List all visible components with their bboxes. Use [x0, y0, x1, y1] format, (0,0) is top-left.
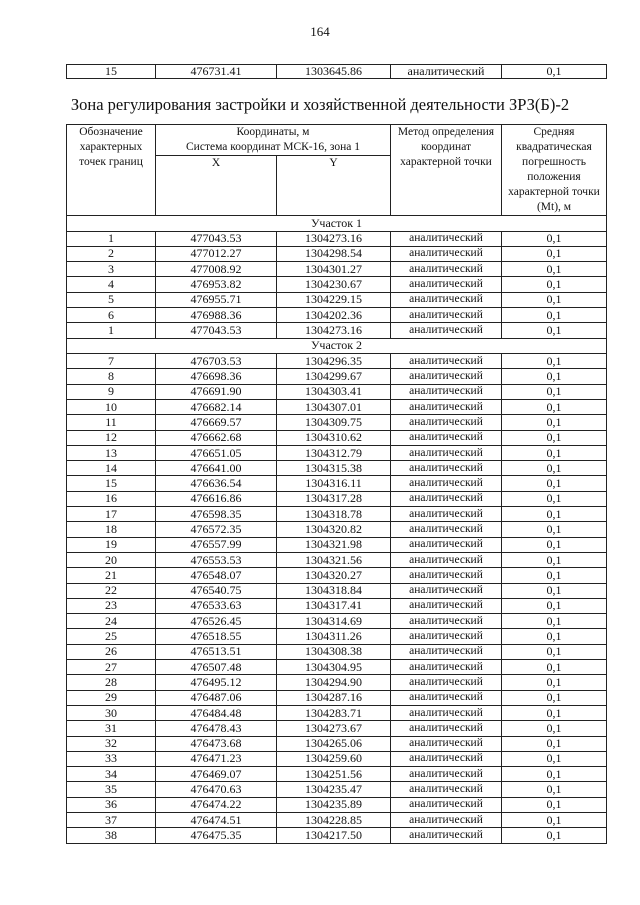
y-cell: 1304318.78: [277, 507, 391, 522]
table-row: [67, 614, 607, 629]
point-cell: 22: [67, 583, 156, 598]
y-cell: 1304265.06: [277, 736, 391, 751]
accuracy-cell: 0,1: [502, 705, 607, 720]
x-cell: 476553.53: [156, 552, 277, 567]
y-cell: 1303645.86: [277, 65, 391, 79]
accuracy-cell: 0,1: [502, 292, 607, 307]
point-cell: 10: [67, 399, 156, 414]
table-row: [67, 476, 607, 491]
table-row: [67, 507, 607, 522]
accuracy-cell: 0,1: [502, 828, 607, 843]
x-cell: 476598.35: [156, 507, 277, 522]
y-cell: 1304299.67: [277, 369, 391, 384]
table-row: [67, 491, 607, 506]
x-cell: 476703.53: [156, 354, 277, 369]
table-row: [67, 675, 607, 690]
x-cell: 476540.75: [156, 583, 277, 598]
table-row: [67, 369, 607, 384]
x-cell: 477043.53: [156, 231, 277, 246]
method-cell: аналитический: [391, 736, 502, 751]
point-cell: 12: [67, 430, 156, 445]
point-cell: 11: [67, 415, 156, 430]
accuracy-cell: 0,1: [502, 522, 607, 537]
table-row: [67, 644, 607, 659]
header-method: Метод определения координат характерной точки: [391, 125, 502, 216]
y-cell: 1304298.54: [277, 246, 391, 261]
x-cell: 476533.63: [156, 598, 277, 613]
y-cell: 1304273.67: [277, 721, 391, 736]
point-cell: 36: [67, 797, 156, 812]
y-cell: 1304301.27: [277, 262, 391, 277]
accuracy-cell: 0,1: [502, 354, 607, 369]
x-cell: 476513.51: [156, 644, 277, 659]
accuracy-cell: 0,1: [502, 767, 607, 782]
method-cell: аналитический: [391, 782, 502, 797]
x-cell: 476470.63: [156, 782, 277, 797]
method-cell: аналитический: [391, 721, 502, 736]
y-cell: 1304314.69: [277, 614, 391, 629]
x-cell: 476988.36: [156, 307, 277, 322]
method-cell: аналитический: [391, 522, 502, 537]
point-cell: 29: [67, 690, 156, 705]
table-row: [67, 307, 607, 322]
table-row: [67, 246, 607, 261]
point-cell: 26: [67, 644, 156, 659]
table-row: [67, 705, 607, 720]
x-cell: 476484.48: [156, 705, 277, 720]
point-cell: 20: [67, 552, 156, 567]
y-cell: 1304217.50: [277, 828, 391, 843]
accuracy-cell: 0,1: [502, 797, 607, 812]
accuracy-cell: 0,1: [502, 629, 607, 644]
zone-label: Участок 2: [67, 338, 607, 354]
point-cell: 1: [67, 231, 156, 246]
accuracy-cell: 0,1: [502, 323, 607, 338]
accuracy-cell: 0,1: [502, 476, 607, 491]
method-cell: аналитический: [391, 751, 502, 766]
y-cell: 1304294.90: [277, 675, 391, 690]
x-cell: 476526.45: [156, 614, 277, 629]
table-row: [67, 430, 607, 445]
x-cell: 476487.06: [156, 690, 277, 705]
x-cell: 476698.36: [156, 369, 277, 384]
method-cell: аналитический: [391, 812, 502, 827]
accuracy-cell: 0,1: [502, 430, 607, 445]
accuracy-cell: 0,1: [502, 583, 607, 598]
table-row: [67, 751, 607, 766]
table-row: [67, 292, 607, 307]
y-cell: 1304273.16: [277, 231, 391, 246]
x-cell: 476572.35: [156, 522, 277, 537]
x-cell: 476471.23: [156, 751, 277, 766]
table-row: [67, 277, 607, 292]
point-cell: 30: [67, 705, 156, 720]
y-cell: 1304315.38: [277, 461, 391, 476]
accuracy-cell: 0,1: [502, 751, 607, 766]
point-cell: 13: [67, 445, 156, 460]
point-cell: 1: [67, 323, 156, 338]
point-cell: 17: [67, 507, 156, 522]
accuracy-cell: 0,1: [502, 736, 607, 751]
header-x: X: [156, 156, 277, 216]
table-row: [67, 797, 607, 812]
method-cell: аналитический: [391, 507, 502, 522]
method-cell: аналитический: [391, 583, 502, 598]
table-row: [67, 828, 607, 843]
x-cell: 476475.35: [156, 828, 277, 843]
y-cell: 1304235.47: [277, 782, 391, 797]
accuracy-cell: 0,1: [502, 721, 607, 736]
point-cell: 7: [67, 354, 156, 369]
y-cell: 1304320.82: [277, 522, 391, 537]
x-cell: 476478.43: [156, 721, 277, 736]
method-cell: аналитический: [391, 629, 502, 644]
y-cell: 1304303.41: [277, 384, 391, 399]
y-cell: 1304230.67: [277, 277, 391, 292]
y-cell: 1304321.56: [277, 552, 391, 567]
method-cell: аналитический: [391, 415, 502, 430]
method-cell: аналитический: [391, 491, 502, 506]
table-row: [67, 782, 607, 797]
point-cell: 15: [67, 65, 156, 79]
accuracy-cell: 0,1: [502, 537, 607, 552]
table-row: [67, 721, 607, 736]
point-cell: 21: [67, 568, 156, 583]
coordinates-table: [66, 124, 607, 844]
method-cell: аналитический: [391, 537, 502, 552]
y-cell: 1304273.16: [277, 323, 391, 338]
accuracy-cell: 0,1: [502, 415, 607, 430]
method-cell: аналитический: [391, 277, 502, 292]
accuracy-cell: 0,1: [502, 262, 607, 277]
accuracy-cell: 0,1: [502, 246, 607, 261]
point-cell: 37: [67, 812, 156, 827]
x-cell: 476507.48: [156, 660, 277, 675]
table-row: [67, 537, 607, 552]
table-row: [67, 629, 607, 644]
accuracy-cell: 0,1: [502, 507, 607, 522]
table-row: [67, 445, 607, 460]
y-cell: 1304321.98: [277, 537, 391, 552]
table-row: [67, 461, 607, 476]
point-cell: 18: [67, 522, 156, 537]
point-cell: 24: [67, 614, 156, 629]
accuracy-cell: 0,1: [502, 782, 607, 797]
accuracy-cell: 0,1: [502, 384, 607, 399]
accuracy-cell: 0,1: [502, 461, 607, 476]
point-cell: 35: [67, 782, 156, 797]
accuracy-cell: 0,1: [502, 445, 607, 460]
point-cell: 14: [67, 461, 156, 476]
table-row: [67, 384, 607, 399]
point-cell: 16: [67, 491, 156, 506]
point-cell: 27: [67, 660, 156, 675]
table-row: [67, 399, 607, 414]
method-cell: аналитический: [391, 767, 502, 782]
y-cell: 1304235.89: [277, 797, 391, 812]
table-row: [67, 231, 607, 246]
page-number: 164: [310, 24, 330, 39]
method-cell: аналитический: [391, 552, 502, 567]
method-cell: аналитический: [391, 568, 502, 583]
x-cell: 476474.22: [156, 797, 277, 812]
y-cell: 1304304.95: [277, 660, 391, 675]
y-cell: 1304316.11: [277, 476, 391, 491]
x-cell: 476953.82: [156, 277, 277, 292]
method-cell: аналитический: [391, 323, 502, 338]
method-cell: аналитический: [391, 675, 502, 690]
method-cell: аналитический: [391, 828, 502, 843]
x-cell: 476548.07: [156, 568, 277, 583]
method-cell: аналитический: [391, 430, 502, 445]
accuracy-cell: 0,1: [502, 65, 607, 79]
section-title: Зона регулирования застройки и хозяйственной деятельности ЗРЗ(Б)-2: [70, 95, 570, 114]
point-cell: 28: [67, 675, 156, 690]
header-row: [67, 125, 607, 156]
table-row: [67, 812, 607, 827]
method-cell: аналитический: [391, 445, 502, 460]
point-cell: 32: [67, 736, 156, 751]
point-cell: 31: [67, 721, 156, 736]
table-row: [67, 323, 607, 338]
y-cell: 1304309.75: [277, 415, 391, 430]
method-cell: аналитический: [391, 476, 502, 491]
x-cell: 476691.90: [156, 384, 277, 399]
table-row: [67, 736, 607, 751]
point-cell: 25: [67, 629, 156, 644]
x-cell: 476557.99: [156, 537, 277, 552]
x-cell: 476651.05: [156, 445, 277, 460]
x-cell: 476955.71: [156, 292, 277, 307]
point-cell: 8: [67, 369, 156, 384]
accuracy-cell: 0,1: [502, 812, 607, 827]
accuracy-cell: 0,1: [502, 277, 607, 292]
point-cell: 38: [67, 828, 156, 843]
method-cell: аналитический: [391, 369, 502, 384]
table-row: [67, 522, 607, 537]
y-cell: 1304320.27: [277, 568, 391, 583]
accuracy-cell: 0,1: [502, 231, 607, 246]
continued-table: [66, 64, 607, 79]
y-cell: 1304308.38: [277, 644, 391, 659]
x-cell: 476473.68: [156, 736, 277, 751]
x-cell: 476616.86: [156, 491, 277, 506]
table-row: [67, 415, 607, 430]
x-cell: 476669.57: [156, 415, 277, 430]
table-row: [67, 598, 607, 613]
x-cell: 476662.68: [156, 430, 277, 445]
table-row: [67, 583, 607, 598]
point-cell: 5: [67, 292, 156, 307]
y-cell: 1304283.71: [277, 705, 391, 720]
point-cell: 34: [67, 767, 156, 782]
method-cell: аналитический: [391, 65, 502, 79]
point-cell: 3: [67, 262, 156, 277]
table-row: [67, 552, 607, 567]
table-row: [67, 767, 607, 782]
method-cell: аналитический: [391, 660, 502, 675]
x-cell: 476469.07: [156, 767, 277, 782]
method-cell: аналитический: [391, 307, 502, 322]
header-y: Y: [277, 156, 391, 216]
accuracy-cell: 0,1: [502, 690, 607, 705]
method-cell: аналитический: [391, 705, 502, 720]
table-row: [67, 690, 607, 705]
table-row: [67, 262, 607, 277]
y-cell: 1304312.79: [277, 445, 391, 460]
y-cell: 1304318.84: [277, 583, 391, 598]
method-cell: аналитический: [391, 262, 502, 277]
method-cell: аналитический: [391, 797, 502, 812]
x-cell: 477012.27: [156, 246, 277, 261]
y-cell: 1304311.26: [277, 629, 391, 644]
table-body: [67, 216, 607, 844]
table-row: [67, 568, 607, 583]
point-cell: 19: [67, 537, 156, 552]
method-cell: аналитический: [391, 598, 502, 613]
method-cell: аналитический: [391, 614, 502, 629]
accuracy-cell: 0,1: [502, 568, 607, 583]
point-cell: 15: [67, 476, 156, 491]
method-cell: аналитический: [391, 292, 502, 307]
x-cell: 476495.12: [156, 675, 277, 690]
method-cell: аналитический: [391, 231, 502, 246]
y-cell: 1304287.16: [277, 690, 391, 705]
y-cell: 1304307.01: [277, 399, 391, 414]
header-coords-label: Координаты, м: [236, 126, 310, 138]
table-row: [67, 354, 607, 369]
point-cell: 33: [67, 751, 156, 766]
accuracy-cell: 0,1: [502, 598, 607, 613]
method-cell: аналитический: [391, 399, 502, 414]
accuracy-cell: 0,1: [502, 644, 607, 659]
x-cell: 477043.53: [156, 323, 277, 338]
header-system-label: Система координат МСК-16, зона 1: [186, 141, 360, 153]
point-cell: 6: [67, 307, 156, 322]
accuracy-cell: 0,1: [502, 399, 607, 414]
accuracy-cell: 0,1: [502, 369, 607, 384]
y-cell: 1304202.36: [277, 307, 391, 322]
method-cell: аналитический: [391, 461, 502, 476]
x-cell: 476518.55: [156, 629, 277, 644]
y-cell: 1304310.62: [277, 430, 391, 445]
method-cell: аналитический: [391, 246, 502, 261]
y-cell: 1304228.85: [277, 812, 391, 827]
x-cell: 476636.54: [156, 476, 277, 491]
x-cell: 476682.14: [156, 399, 277, 414]
accuracy-cell: 0,1: [502, 552, 607, 567]
y-cell: 1304229.15: [277, 292, 391, 307]
point-cell: 4: [67, 277, 156, 292]
accuracy-cell: 0,1: [502, 675, 607, 690]
accuracy-cell: 0,1: [502, 491, 607, 506]
y-cell: 1304251.56: [277, 767, 391, 782]
point-cell: 2: [67, 246, 156, 261]
method-cell: аналитический: [391, 384, 502, 399]
zone-row: [67, 216, 607, 232]
header-point: Обозначение характерных точек границ: [67, 125, 156, 216]
zone-row: [67, 338, 607, 354]
header-accuracy: Средняя квадратическая погрешность положения характерной точки (Mt), м: [502, 125, 607, 216]
accuracy-cell: 0,1: [502, 660, 607, 675]
point-cell: 9: [67, 384, 156, 399]
zone-label: Участок 1: [67, 216, 607, 232]
table-row: [67, 65, 607, 79]
accuracy-cell: 0,1: [502, 614, 607, 629]
method-cell: аналитический: [391, 690, 502, 705]
x-cell: 476474.51: [156, 812, 277, 827]
method-cell: аналитический: [391, 644, 502, 659]
accuracy-cell: 0,1: [502, 307, 607, 322]
x-cell: 476731.41: [156, 65, 277, 79]
x-cell: 476641.00: [156, 461, 277, 476]
x-cell: 477008.92: [156, 262, 277, 277]
method-cell: аналитический: [391, 354, 502, 369]
point-cell: 23: [67, 598, 156, 613]
y-cell: 1304317.28: [277, 491, 391, 506]
y-cell: 1304259.60: [277, 751, 391, 766]
y-cell: 1304296.35: [277, 354, 391, 369]
table-row: [67, 660, 607, 675]
header-coordinates: [156, 125, 391, 156]
y-cell: 1304317.41: [277, 598, 391, 613]
